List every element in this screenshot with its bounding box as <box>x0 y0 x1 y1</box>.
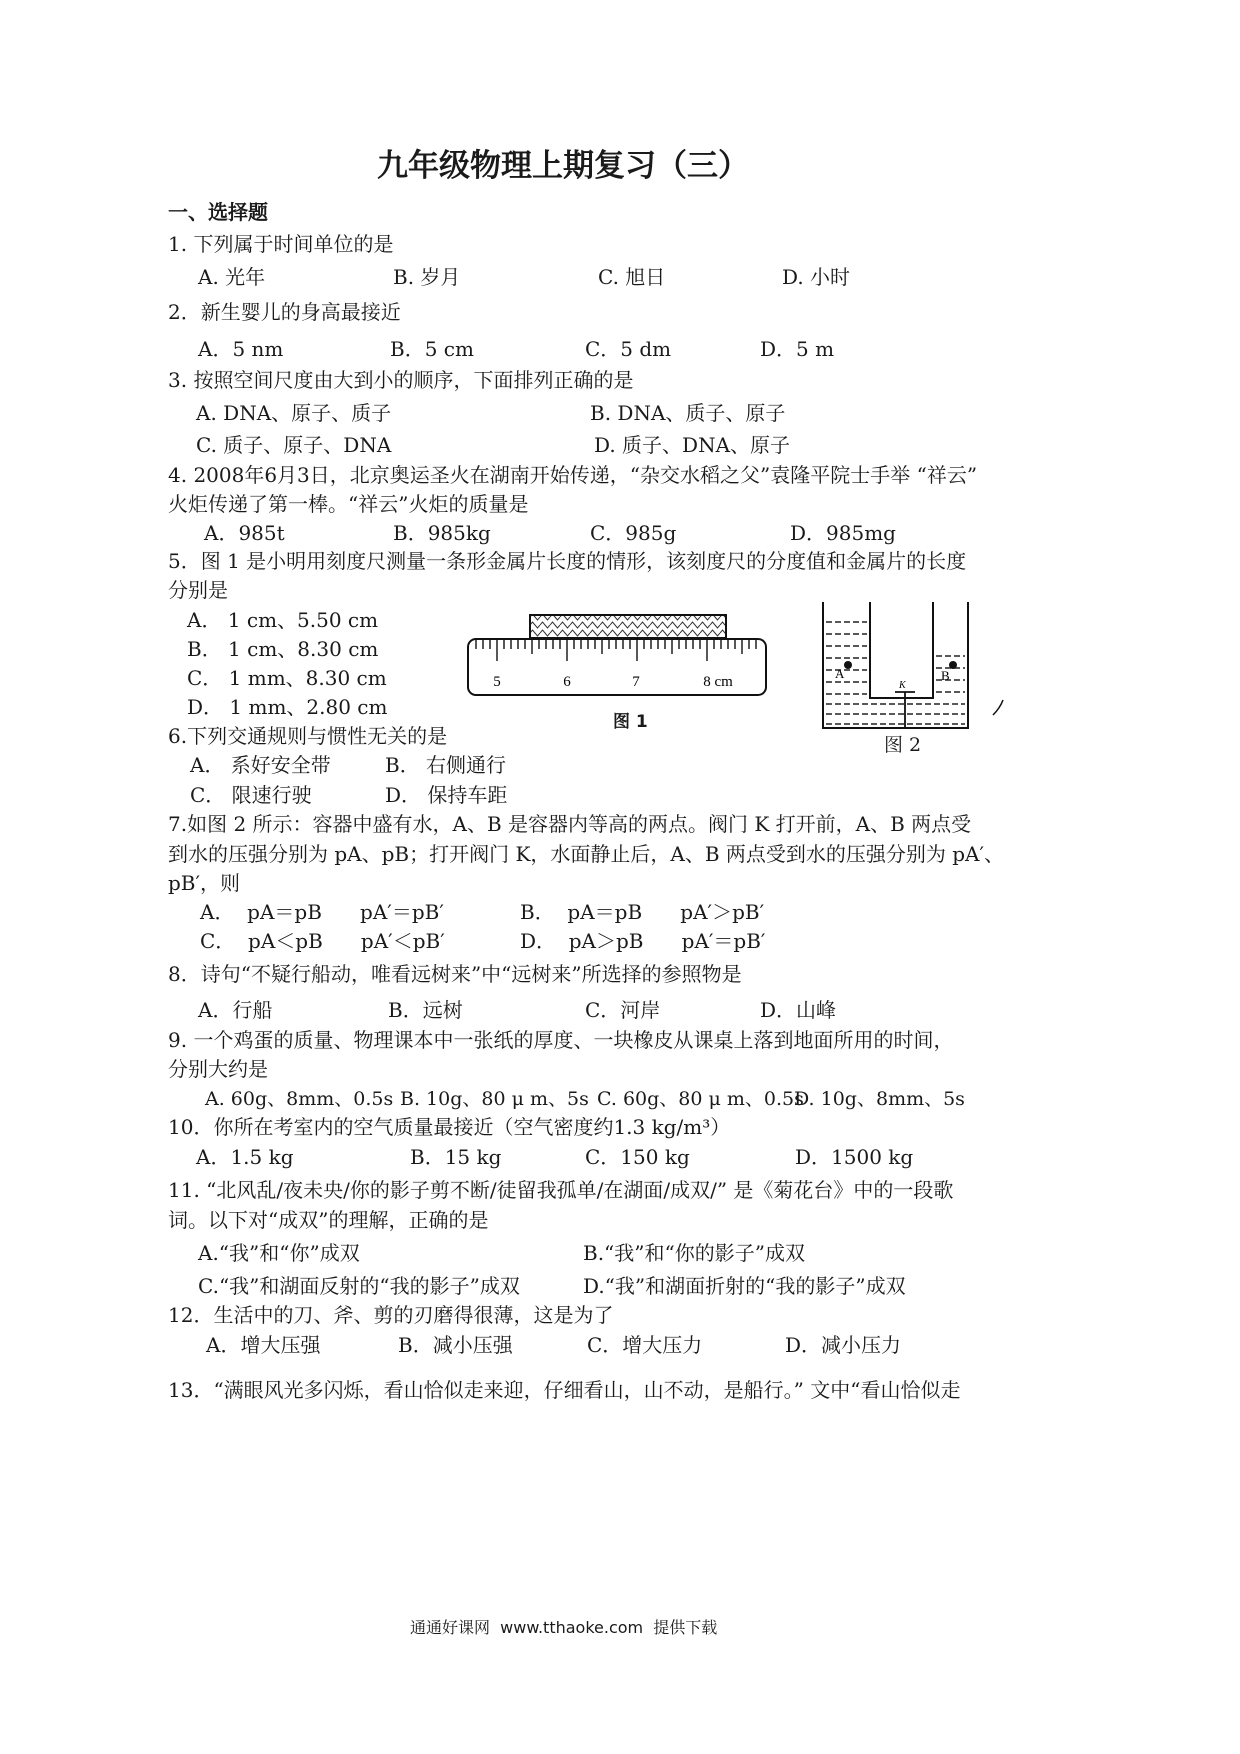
q10-option-b: B．15 kg <box>410 1145 502 1169</box>
q11-option-b: B.“我”和“你的影子”成双 <box>583 1241 805 1265</box>
q2-option-b: B．5 cm <box>390 337 474 361</box>
q1-option-c: C. 旭日 <box>598 265 666 289</box>
q4-option-a: A．985t <box>204 521 285 545</box>
section-heading: 一、选择题 <box>168 200 268 224</box>
q11-option-d: D.“我”和湖面折射的“我的影子”成双 <box>583 1274 906 1298</box>
q5-option-b: B． 1 cm、8.30 cm <box>187 637 379 661</box>
page-title: 九年级物理上期复习（三） <box>377 148 749 184</box>
q5-option-d: D． 1 mm、2.80 cm <box>187 695 388 719</box>
point-b-label: B <box>941 668 950 683</box>
figure-1-caption: 图 1 <box>613 712 648 732</box>
q10-stem: 10．你所在考室内的空气质量最接近（空气密度约1.3 kg/m³） <box>168 1115 731 1139</box>
q12-option-d: D．减小压力 <box>785 1333 902 1357</box>
ruler-tick-label-8: 8 cm <box>703 674 733 690</box>
q5-stem-line2: 分别是 <box>168 578 228 602</box>
q3-option-d: D. 质子、DNA、原子 <box>594 433 791 457</box>
q7-stem-line3: pB′，则 <box>168 871 241 895</box>
metal-strip <box>530 615 726 638</box>
q2-stem: 2．新生婴儿的身高最接近 <box>168 300 401 324</box>
q10-option-d: D．1500 kg <box>795 1145 914 1169</box>
q4-stem-line2: 火炬传递了第一棒。“祥云”火炬的质量是 <box>168 492 529 516</box>
q9-option-c: C. 60g、80 μ m、0.5s <box>597 1088 804 1110</box>
q4-stem-line1: 4. 2008年6月3日，北京奥运圣火在湖南开始传递，“杂交水稻之父”袁隆平院士手举 “祥云” <box>168 463 978 487</box>
q6-option-d: D． 保持车距 <box>385 783 508 807</box>
figure-2-caption: 图 2 <box>884 734 922 756</box>
q1-option-b: B. 岁月 <box>393 265 461 289</box>
q8-stem: 8．诗句“不疑行船动，唯看远树来”中“远树来”所选择的参照物是 <box>168 962 742 986</box>
q4-option-d: D．985mg <box>790 521 896 545</box>
q3-option-b: B. DNA、质子、原子 <box>590 401 786 425</box>
q9-stem-line2: 分别大约是 <box>168 1057 268 1081</box>
ruler-tick-label-5: 5 <box>493 674 501 690</box>
q9-stem-line1: 9. 一个鸡蛋的质量、物理课本中一张纸的厚度、一块橡皮从课桌上落到地面所用的时间， <box>168 1028 954 1052</box>
q9-option-d: D. 10g、8mm、5s <box>794 1088 965 1110</box>
q2-option-a: A．5 nm <box>198 337 284 361</box>
q4-option-c: C．985g <box>590 521 677 545</box>
q11-stem-line1: 11. “北风乱/夜未央/你的影子剪不断/徒留我孤单/在湖面/成双/” 是《菊花台》中的一段歌 <box>168 1178 954 1202</box>
q10-option-c: C．150 kg <box>585 1145 690 1169</box>
q3-option-c: C. 质子、原子、DNA <box>196 433 392 457</box>
q12-option-a: A．增大压强 <box>206 1333 321 1357</box>
q9-option-b: B. 10g、80 μ m、5s <box>400 1088 589 1110</box>
page-footer: 通通好课网 www.tthaoke.com 提供下载 <box>410 1618 718 1637</box>
q13-stem: 13．“满眼风光多闪烁，看山恰似走来迎，仔细看山，山不动，是船行。” 文中“看山恰似走 <box>168 1378 961 1402</box>
q6-option-c: C． 限速行驶 <box>190 783 312 807</box>
q6-option-b: B． 右侧通行 <box>385 753 507 777</box>
q1-stem: 1. 下列属于时间单位的是 <box>168 232 394 256</box>
q8-option-c: C．河岸 <box>585 998 661 1022</box>
q7-option-d: D． pA＞pB pA′＝pB′ <box>520 929 766 953</box>
ruler-tick-label-7: 7 <box>632 674 640 690</box>
q12-stem: 12．生活中的刀、斧、剪的刃磨得很薄，这是为了 <box>168 1303 614 1327</box>
point-b-dot <box>949 661 957 669</box>
q7-option-b: B． pA＝pB pA′＞pB′ <box>520 900 765 924</box>
q6-stem: 6.下列交通规则与惯性无关的是 <box>168 724 448 748</box>
q2-option-c: C．5 dm <box>585 337 672 361</box>
q7-option-a: A． pA＝pB pA′＝pB′ <box>200 900 444 924</box>
q10-option-a: A．1.5 kg <box>196 1145 294 1169</box>
q2-option-d: D．5 m <box>760 337 835 361</box>
q7-stem-line1: 7.如图 2 所示：容器中盛有水，A、B 是容器内等高的两点。阀门 K 打开前，A、B 两点受 <box>168 812 972 836</box>
point-a-label: A <box>835 666 845 681</box>
q5-option-c: C． 1 mm、8.30 cm <box>187 666 387 690</box>
q11-option-c: C.“我”和湖面反射的“我的影子”成双 <box>198 1274 520 1298</box>
figure-2-vessels <box>815 600 1010 732</box>
q3-stem: 3. 按照空间尺度由大到小的顺序，下面排列正确的是 <box>168 368 634 392</box>
q4-option-b: B．985kg <box>393 521 491 545</box>
q7-stem-line2: 到水的压强分别为 pA、pB；打开阀门 K，水面静止后，A、B 两点受到水的压强分别为 pA′、 <box>168 842 1005 866</box>
q6-option-a: A． 系好安全带 <box>190 753 331 777</box>
q5-stem-line1: 5．图 1 是小明用刻度尺测量一条形金属片长度的情形，该刻度尺的分度值和金属片的长度 <box>168 549 967 573</box>
q11-stem-line2: 词。以下对“成双”的理解，正确的是 <box>168 1208 489 1232</box>
q8-option-a: A．行船 <box>198 998 273 1022</box>
q7-option-c: C． pA＜pB pA′＜pB′ <box>200 929 445 953</box>
figure-1-ruler <box>460 605 780 705</box>
q11-option-a: A.“我”和“你”成双 <box>198 1241 360 1265</box>
valve-label: K <box>899 680 906 691</box>
q1-option-d: D. 小时 <box>782 265 851 289</box>
q8-option-d: D．山峰 <box>760 998 837 1022</box>
q3-option-a: A. DNA、原子、质子 <box>196 401 392 425</box>
q5-option-a: A． 1 cm、5.50 cm <box>187 608 379 632</box>
q8-option-b: B．远树 <box>388 998 463 1022</box>
q1-option-a: A. 光年 <box>198 265 266 289</box>
ruler-tick-label-6: 6 <box>563 674 571 690</box>
q12-option-c: C．增大压力 <box>587 1333 703 1357</box>
q9-option-a: A. 60g、8mm、0.5s <box>205 1088 394 1110</box>
point-a-dot <box>844 661 852 669</box>
q12-option-b: B．减小压强 <box>398 1333 513 1357</box>
